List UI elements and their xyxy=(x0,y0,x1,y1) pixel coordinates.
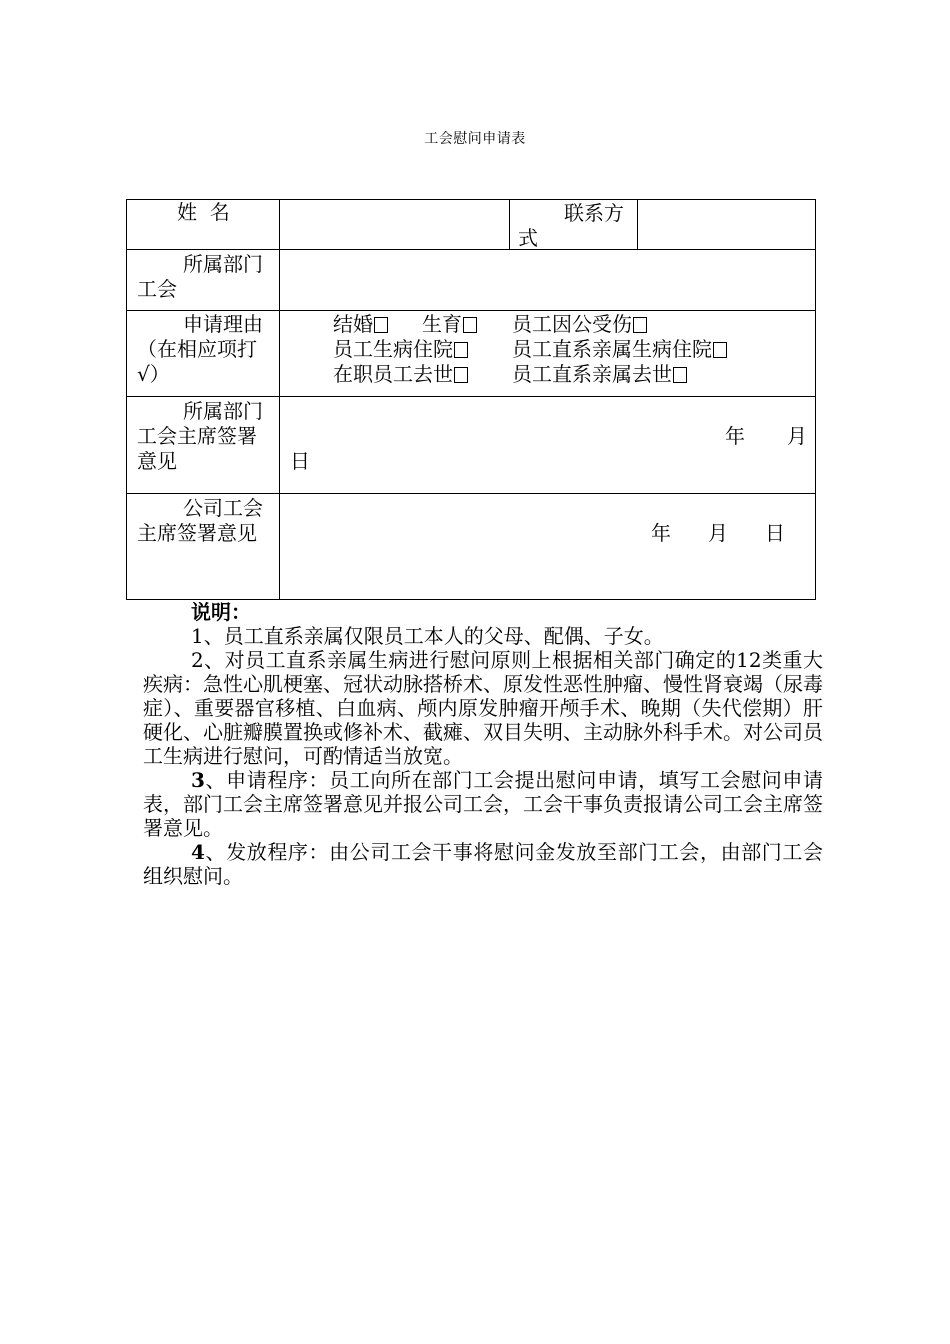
contact-label-line1: 联系方 xyxy=(564,201,624,225)
company-chair-date-day: 日 xyxy=(765,521,785,545)
checkbox[interactable] xyxy=(633,317,647,333)
notes-section xyxy=(143,600,823,888)
note-item-4-number: 4 xyxy=(191,840,205,864)
note-item-3 xyxy=(143,768,823,840)
option-label: 在职员工去世 xyxy=(333,362,453,386)
note-item-1: 1、员工直系亲属仅限员工本人的父母、配偶、子女。 xyxy=(191,624,664,648)
application-form-table xyxy=(126,199,816,600)
column-divider xyxy=(509,200,510,249)
column-divider xyxy=(637,200,638,249)
dept-chair-date-year: 年 xyxy=(725,424,745,448)
option-marriage[interactable] xyxy=(333,312,388,337)
name-field[interactable] xyxy=(287,202,505,246)
option-label: 结婚 xyxy=(333,312,373,336)
dept-chair-label-line2: 工会主席签署 xyxy=(137,424,257,448)
option-childbirth[interactable] xyxy=(422,312,477,337)
dept-field[interactable] xyxy=(287,253,807,305)
note-item-4-text: 、发放程序：由公司工会干事将慰问金发放至部门工会，由部门工会组织慰问。 xyxy=(143,840,823,888)
company-chair-label-line2: 主席签署意见 xyxy=(137,521,257,545)
option-relative-deceased[interactable] xyxy=(512,362,687,387)
checkbox[interactable] xyxy=(463,317,477,333)
company-chair-date-month: 月 xyxy=(708,521,728,545)
column-divider xyxy=(279,200,280,599)
checkbox[interactable] xyxy=(454,367,468,383)
company-chair-label-line1: 公司工会 xyxy=(183,496,263,520)
dept-label-line1: 所属部门 xyxy=(183,252,263,276)
reason-label-line1: 申请理由 xyxy=(183,312,263,336)
note-item-3-number: 3 xyxy=(191,768,205,792)
dept-chair-date-month: 月 xyxy=(787,424,807,448)
dept-chair-label-line3: 意见 xyxy=(137,449,177,473)
dept-chair-date-day: 日 xyxy=(290,449,310,473)
reason-label-line3: √） xyxy=(137,362,170,386)
notes-heading: 说明： xyxy=(191,600,251,624)
option-label: 员工直系亲属生病住院 xyxy=(512,337,712,361)
option-label: 员工因公受伤 xyxy=(512,312,632,336)
reason-label-line2: （在相应项打 xyxy=(137,337,257,361)
option-relative-hospitalized[interactable] xyxy=(512,337,727,362)
note-item-2: 2、对员工直系亲属生病进行慰问原则上根据相关部门确定的12类重大疾病：急性心肌梗塞、冠状动脉搭桥术、原发性恶性肿瘤、慢性肾衰竭（尿毒症）、重要器官移植、白血病、颅内原发肿瘤开颅手术、晚期（失代偿期）肝硬化、心脏瓣膜置换或修补术、截瘫、双目失明、主动脉外科手术。对公司员工生病进行慰问，可酌情适当放宽。 xyxy=(143,648,823,768)
contact-field[interactable] xyxy=(643,202,811,246)
contact-label-line2: 式 xyxy=(518,226,538,250)
option-employee-deceased[interactable] xyxy=(333,362,468,387)
checkbox[interactable] xyxy=(713,342,727,358)
option-label: 员工生病住院 xyxy=(333,337,453,361)
option-work-injury[interactable] xyxy=(512,312,647,337)
checkbox[interactable] xyxy=(454,342,468,358)
note-item-4 xyxy=(143,840,823,888)
checkbox[interactable] xyxy=(673,367,687,383)
dept-chair-label-line1: 所属部门 xyxy=(183,399,263,423)
note-item-3-text: 、申请程序：员工向所在部门工会提出慰问申请，填写工会慰问申请表，部门工会主席签署意见并报公司工会，工会干事负责报请公司工会主席签署意见。 xyxy=(143,768,823,840)
checkbox[interactable] xyxy=(374,317,388,333)
dept-label-line2: 工会 xyxy=(137,277,177,301)
name-label: 姓 名 xyxy=(177,200,230,224)
option-label: 生育 xyxy=(422,312,462,336)
company-chair-date-year: 年 xyxy=(651,521,671,545)
option-label: 员工直系亲属去世 xyxy=(512,362,672,386)
row-divider xyxy=(127,310,815,311)
row-divider xyxy=(127,249,815,250)
row-divider xyxy=(127,493,815,494)
option-employee-hospitalized[interactable] xyxy=(333,337,468,362)
form-title: 工会慰问申请表 xyxy=(424,131,526,147)
row-divider xyxy=(127,396,815,397)
